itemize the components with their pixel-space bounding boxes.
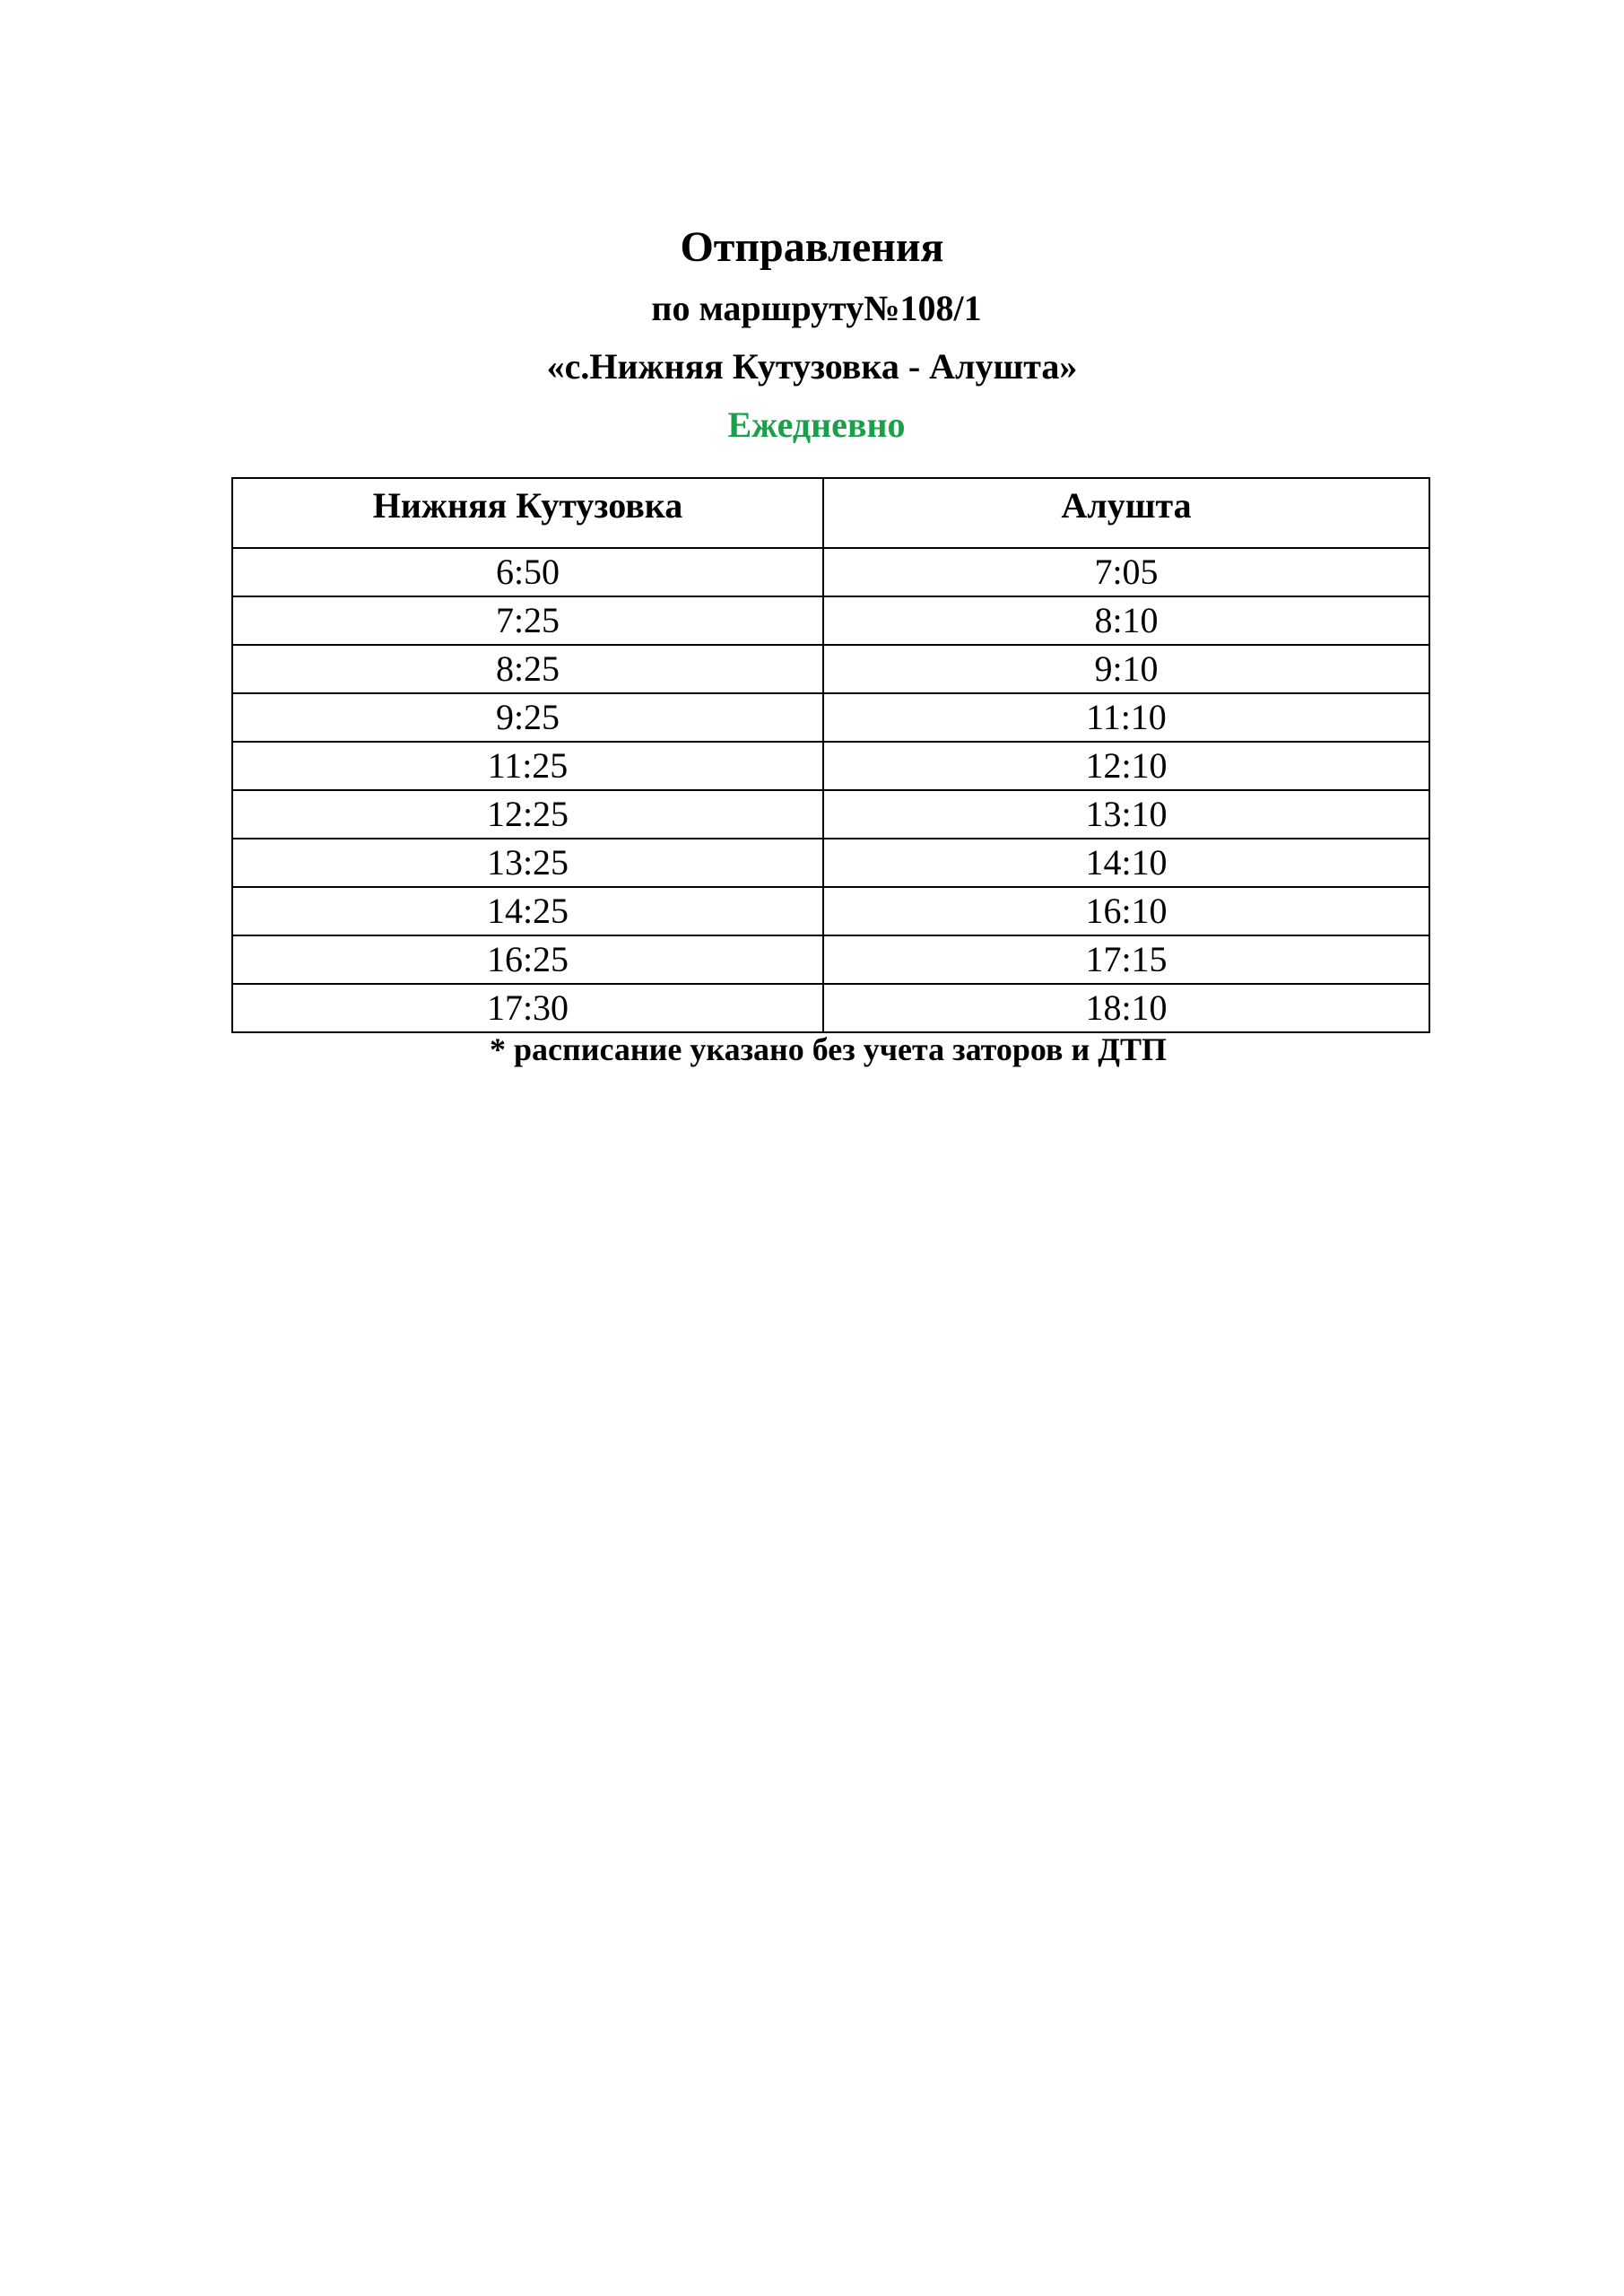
- table-row: [232, 645, 1429, 693]
- schedule-days: Ежедневно: [727, 404, 906, 445]
- departure-time-alushta: 17:15: [823, 935, 1429, 984]
- departure-time-alushta: 12:10: [823, 742, 1429, 790]
- departure-time-alushta: 11:10: [823, 693, 1429, 742]
- page-title: Отправления: [680, 223, 944, 271]
- departure-time-nizhnyaya-kutuzovka: 17:30: [232, 984, 823, 1032]
- column-header-nizhnyaya-kutuzovka: Нижняя Кутузовка: [232, 478, 823, 548]
- schedule-footnote: * расписание указано без учета заторов и ДТП: [490, 1031, 1167, 1067]
- departure-time-alushta: 8:10: [823, 596, 1429, 645]
- table-header-row: [232, 478, 1429, 548]
- departure-time-alushta: 16:10: [823, 887, 1429, 935]
- departure-time-nizhnyaya-kutuzovka: 6:50: [232, 548, 823, 596]
- table-row: [232, 596, 1429, 645]
- departure-time-alushta: 7:05: [823, 548, 1429, 596]
- departure-time-nizhnyaya-kutuzovka: 12:25: [232, 790, 823, 839]
- departure-time-alushta: 18:10: [823, 984, 1429, 1032]
- table-row: [232, 548, 1429, 596]
- departure-time-nizhnyaya-kutuzovka: 8:25: [232, 645, 823, 693]
- column-header-alushta: Алушта: [823, 478, 1429, 548]
- departure-time-nizhnyaya-kutuzovka: 13:25: [232, 839, 823, 887]
- departure-time-alushta: 14:10: [823, 839, 1429, 887]
- departure-time-alushta: 9:10: [823, 645, 1429, 693]
- departure-table: [231, 477, 1430, 1033]
- departure-time-nizhnyaya-kutuzovka: 7:25: [232, 596, 823, 645]
- table-row: [232, 984, 1429, 1032]
- table-row: [232, 887, 1429, 935]
- table-row: [232, 693, 1429, 742]
- route-name: «с.Нижняя Кутузовка - Алушта»: [546, 346, 1078, 387]
- table-row: [232, 790, 1429, 839]
- route-number: по маршруту№108/1: [651, 288, 982, 328]
- departure-time-nizhnyaya-kutuzovka: 14:25: [232, 887, 823, 935]
- table-row: [232, 935, 1429, 984]
- departure-time-nizhnyaya-kutuzovka: 11:25: [232, 742, 823, 790]
- departure-time-alushta: 13:10: [823, 790, 1429, 839]
- table-row: [232, 742, 1429, 790]
- table-row: [232, 839, 1429, 887]
- departure-time-nizhnyaya-kutuzovka: 9:25: [232, 693, 823, 742]
- departure-time-nizhnyaya-kutuzovka: 16:25: [232, 935, 823, 984]
